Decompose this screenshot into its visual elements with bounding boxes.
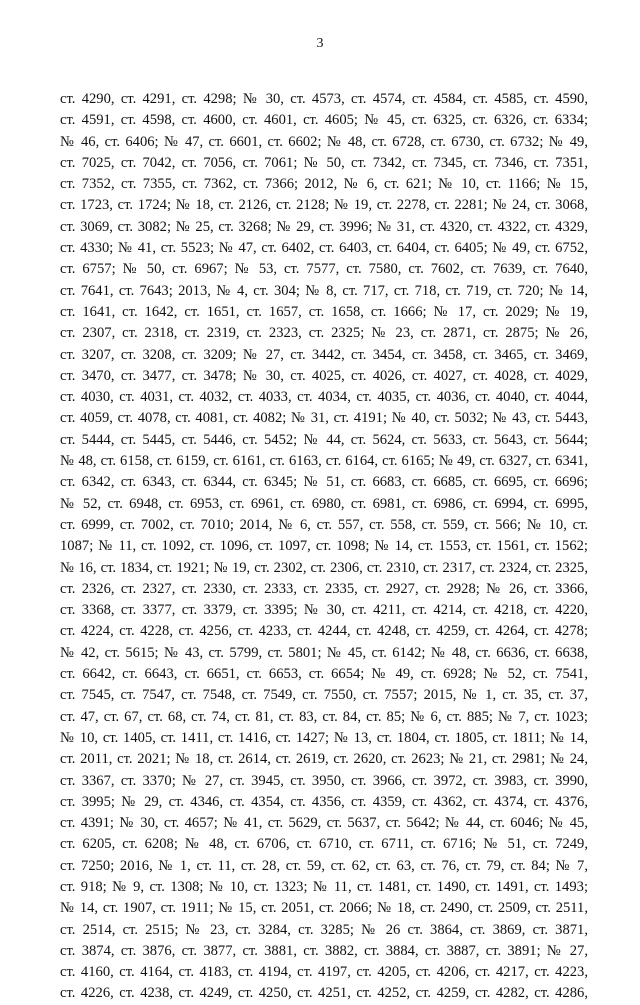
text-line: ст. 3207, ст. 3208, ст. 3209; № 27, ст. 3442, ст. 3454, ст. 3458, ст. 3465, ст. 3469, [60, 346, 588, 363]
text-line: № 42, ст. 5615; № 43, ст. 5799, ст. 5801; № 45, ст. 6142; № 48, ст. 6636, ст. 6638, [60, 644, 588, 661]
text-line: ст. 47, ст. 67, ст. 68, ст. 74, ст. 81, ст. 83, ст. 84, ст. 85; № 6, ст. 885; № 7, ст. 1023; [60, 708, 588, 725]
text-line: ст. 3874, ст. 3876, ст. 3877, ст. 3881, ст. 3882, ст. 3884, ст. 3887, ст. 3891; № 27, [60, 942, 588, 959]
page-number: 3 [316, 36, 324, 51]
text-line: ст. 1723, ст. 1724; № 18, ст. 2126, ст. 2128; № 19, ст. 2278, ст. 2281; № 24, ст. 3068, [60, 197, 588, 214]
text-line: ст. 4591, ст. 4598, ст. 4600, ст. 4601, ст. 4605; № 45, ст. 6325, ст. 6326, ст. 6334; [60, 112, 588, 129]
text-line: ст. 7250; 2016, № 1, ст. 11, ст. 28, ст. 59, ст. 62, ст. 63, ст. 76, ст. 79, ст. 84; № 7, [60, 857, 588, 874]
text-line: ст. 4290, ст. 4291, ст. 4298; № 30, ст. 4573, ст. 4574, ст. 4584, ст. 4585, ст. 4590, [60, 91, 588, 107]
text-line: № 10, ст. 1405, ст. 1411, ст. 1416, ст. 1427; № 13, ст. 1804, ст. 1805, ст. 1811; № 14, [60, 729, 588, 746]
body-text [60, 89, 588, 1005]
text-line: № 16, ст. 1834, ст. 1921; № 19, ст. 2302, ст. 2306, ст. 2310, ст. 2317, ст. 2324, ст. 2325, [60, 559, 588, 576]
text-line: ст. 5444, ст. 5445, ст. 5446, ст. 5452; № 44, ст. 5624, ст. 5633, ст. 5643, ст. 5644; [60, 431, 588, 448]
text-line: ст. 4330; № 41, ст. 5523; № 47, ст. 6402, ст. 6403, ст. 6404, ст. 6405; № 49, ст. 6752, [60, 240, 588, 257]
text-line: ст. 4226, ст. 4238, ст. 4249, ст. 4250, ст. 4251, ст. 4252, ст. 4259, ст. 4282, ст. 4286, [60, 985, 588, 1002]
text-line: ст. 3069, ст. 3082; № 25, ст. 3268; № 29, ст. 3996; № 31, ст. 4320, ст. 4322, ст. 4329, [60, 218, 588, 235]
text-line: ст. 4391; № 30, ст. 4657; № 41, ст. 5629, ст. 5637, ст. 5642; № 44, ст. 6046; № 45, [60, 815, 588, 832]
text-line: ст. 1641, ст. 1642, ст. 1651, ст. 1657, ст. 1658, ст. 1666; № 17, ст. 2029; № 19, [60, 303, 588, 320]
text-line: ст. 7641, ст. 7643; 2013, № 4, ст. 304; № 8, ст. 717, ст. 718, ст. 719, ст. 720; № 14, [60, 282, 588, 299]
text-line: № 48, ст. 6158, ст. 6159, ст. 6161, ст. 6163, ст. 6164, ст. 6165; № 49, ст. 6327, ст. 6341, [60, 453, 588, 470]
text-line: ст. 2514, ст. 2515; № 23, ст. 3284, ст. 3285; № 26 ст. 3864, ст. 3869, ст. 3871, [60, 921, 588, 938]
text-line: № 46, ст. 6406; № 47, ст. 6601, ст. 6602; № 48, ст. 6728, ст. 6730, ст. 6732; № 49, [60, 133, 588, 150]
text-line: 1087; № 11, ст. 1092, ст. 1096, ст. 1097, ст. 1098; № 14, ст. 1553, ст. 1561, ст. 1562; [60, 538, 588, 555]
text-line: ст. 4160, ст. 4164, ст. 4183, ст. 4194, ст. 4197, ст. 4205, ст. 4206, ст. 4217, ст. 4223, [60, 964, 588, 981]
text-line: ст. 4224, ст. 4228, ст. 4256, ст. 4233, ст. 4244, ст. 4248, ст. 4259, ст. 4264, ст. 4278; [60, 623, 588, 640]
text-line: ст. 7025, ст. 7042, ст. 7056, ст. 7061; № 50, ст. 7342, ст. 7345, ст. 7346, ст. 7351, [60, 154, 588, 171]
text-line: ст. 2307, ст. 2318, ст. 2319, ст. 2323, ст. 2325; № 23, ст. 2871, ст. 2875; № 26, [60, 325, 588, 342]
text-line: ст. 3470, ст. 3477, ст. 3478; № 30, ст. 4025, ст. 4026, ст. 4027, ст. 4028, ст. 4029, [60, 367, 588, 384]
text-line: ст. 2326, ст. 2327, ст. 2330, ст. 2333, ст. 2335, ст. 2927, ст. 2928; № 26, ст. 3366, [60, 580, 588, 597]
text-line: № 14, ст. 1907, ст. 1911; № 15, ст. 2051, ст. 2066; № 18, ст. 2490, ст. 2509, ст. 2511, [60, 900, 588, 917]
text-line: ст. 3368, ст. 3377, ст. 3379, ст. 3395; № 30, ст. 4211, ст. 4214, ст. 4218, ст. 4220, [60, 602, 588, 619]
text-line: ст. 7352, ст. 7355, ст. 7362, ст. 7366; 2012, № 6, ст. 621; № 10, ст. 1166; № 15, [60, 176, 588, 193]
text-line: ст. 918; № 9, ст. 1308; № 10, ст. 1323; № 11, ст. 1481, ст. 1490, ст. 1491, ст. 1493; [60, 878, 588, 895]
text-line: ст. 6757; № 50, ст. 6967; № 53, ст. 7577, ст. 7580, ст. 7602, ст. 7639, ст. 7640, [60, 261, 588, 278]
text-line: ст. 4059, ст. 4078, ст. 4081, ст. 4082; № 31, ст. 4191; № 40, ст. 5032; № 43, ст. 5443, [60, 410, 588, 427]
text-line: ст. 6642, ст. 6643, ст. 6651, ст. 6653, ст. 6654; № 49, ст. 6928; № 52, ст. 7541, [60, 666, 588, 683]
text-line: ст. 6342, ст. 6343, ст. 6344, ст. 6345; № 51, ст. 6683, ст. 6685, ст. 6695, ст. 6696; [60, 474, 588, 491]
text-line: ст. 3995; № 29, ст. 4346, ст. 4354, ст. 4356, ст. 4359, ст. 4362, ст. 4374, ст. 4376, [60, 793, 588, 810]
text-line: ст. 2011, ст. 2021; № 18, ст. 2614, ст. 2619, ст. 2620, ст. 2623; № 21, ст. 2981; № 24, [60, 751, 588, 768]
text-line: № 52, ст. 6948, ст. 6953, ст. 6961, ст. 6980, ст. 6981, ст. 6986, ст. 6994, ст. 6995, [60, 495, 588, 512]
text-line: ст. 6999, ст. 7002, ст. 7010; 2014, № 6, ст. 557, ст. 558, ст. 559, ст. 566; № 10, ст. [60, 516, 588, 533]
text-line: ст. 4030, ст. 4031, ст. 4032, ст. 4033, ст. 4034, ст. 4035, ст. 4036, ст. 4040, ст. 4044, [60, 389, 588, 406]
text-line: ст. 6205, ст. 6208; № 48, ст. 6706, ст. 6710, ст. 6711, ст. 6716; № 51, ст. 7249, [60, 836, 588, 853]
text-line: ст. 3367, ст. 3370; № 27, ст. 3945, ст. 3950, ст. 3966, ст. 3972, ст. 3983, ст. 3990, [60, 772, 588, 789]
text-line: ст. 7545, ст. 7547, ст. 7548, ст. 7549, ст. 7550, ст. 7557; 2015, № 1, ст. 35, ст. 37, [60, 687, 588, 704]
